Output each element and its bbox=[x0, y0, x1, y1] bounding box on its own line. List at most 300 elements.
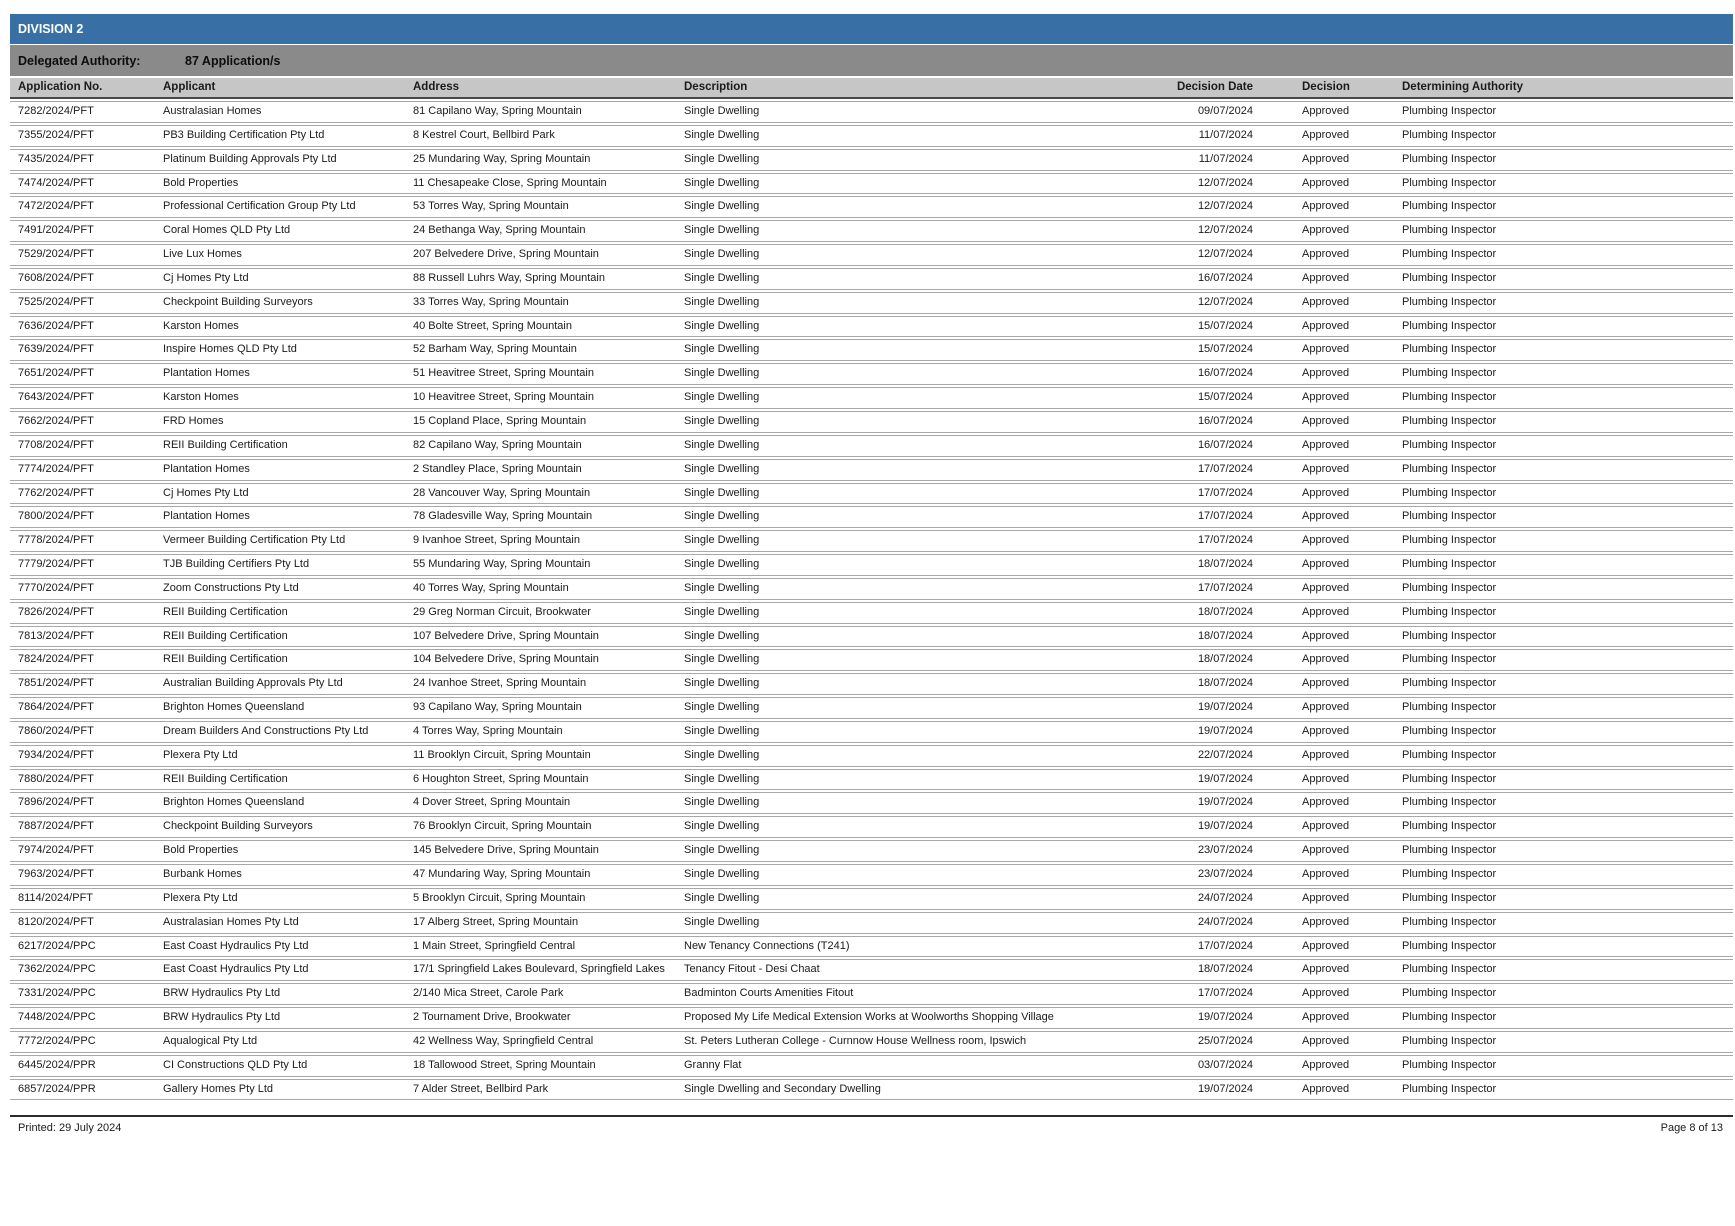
table-cell: Single Dwelling bbox=[684, 292, 1140, 314]
table-row bbox=[10, 459, 1733, 481]
table-row bbox=[10, 1079, 1733, 1101]
table-cell: Approved bbox=[1253, 626, 1402, 648]
table-row bbox=[10, 1031, 1733, 1053]
table-cell: 18/07/2024 bbox=[1140, 602, 1253, 624]
table-row bbox=[10, 840, 1733, 862]
table-row bbox=[10, 697, 1733, 719]
table-cell: Gallery Homes Pty Ltd bbox=[163, 1079, 413, 1101]
table-cell: 17/07/2024 bbox=[1140, 936, 1253, 958]
table-cell: Plumbing Inspector bbox=[1402, 125, 1733, 147]
column-header-3: Address bbox=[413, 78, 684, 99]
table-cell: Vermeer Building Certification Pty Ltd bbox=[163, 530, 413, 552]
table-cell: Approved bbox=[1253, 602, 1402, 624]
table-cell: Single Dwelling bbox=[684, 483, 1140, 505]
table-cell: Single Dwelling bbox=[684, 149, 1140, 171]
table-cell: 42 Wellness Way, Springfield Central bbox=[413, 1031, 684, 1053]
table-cell: 15/07/2024 bbox=[1140, 316, 1253, 338]
table-row bbox=[10, 602, 1733, 624]
table-cell: 7529/2024/PFT bbox=[10, 244, 163, 266]
table-cell: Single Dwelling bbox=[684, 387, 1140, 409]
table-cell: Single Dwelling bbox=[684, 816, 1140, 838]
table-cell: 7772/2024/PPC bbox=[10, 1031, 163, 1053]
table-cell: 7355/2024/PFT bbox=[10, 125, 163, 147]
table-row bbox=[10, 387, 1733, 409]
table-row bbox=[10, 745, 1733, 767]
table-cell: Plumbing Inspector bbox=[1402, 840, 1733, 862]
table-row bbox=[10, 483, 1733, 505]
table-cell: Plumbing Inspector bbox=[1402, 769, 1733, 791]
table-row bbox=[10, 339, 1733, 361]
table-cell: Cj Homes Pty Ltd bbox=[163, 483, 413, 505]
table-cell: Single Dwelling and Secondary Dwelling bbox=[684, 1079, 1140, 1101]
table-cell: Approved bbox=[1253, 196, 1402, 218]
printed-date: Printed: 29 July 2024 bbox=[18, 1122, 122, 1135]
table-cell: TJB Building Certifiers Pty Ltd bbox=[163, 554, 413, 576]
table-cell: East Coast Hydraulics Pty Ltd bbox=[163, 959, 413, 981]
table-cell: 24 Ivanhoe Street, Spring Mountain bbox=[413, 673, 684, 695]
table-cell: Single Dwelling bbox=[684, 268, 1140, 290]
table-cell: CI Constructions QLD Pty Ltd bbox=[163, 1055, 413, 1077]
table-cell: 19/07/2024 bbox=[1140, 792, 1253, 814]
table-row bbox=[10, 173, 1733, 195]
column-header-1: Application No. bbox=[10, 78, 163, 99]
table-cell: Approved bbox=[1253, 673, 1402, 695]
table-cell: Plumbing Inspector bbox=[1402, 602, 1733, 624]
table-row bbox=[10, 292, 1733, 314]
table-cell: Plumbing Inspector bbox=[1402, 912, 1733, 934]
table-cell: Approved bbox=[1253, 816, 1402, 838]
table-cell: Professional Certification Group Pty Ltd bbox=[163, 196, 413, 218]
table-cell: 7860/2024/PFT bbox=[10, 721, 163, 743]
table-cell: 17 Alberg Street, Spring Mountain bbox=[413, 912, 684, 934]
table-cell: 12/07/2024 bbox=[1140, 196, 1253, 218]
table-cell: 19/07/2024 bbox=[1140, 1007, 1253, 1029]
table-cell: Single Dwelling bbox=[684, 459, 1140, 481]
table-row bbox=[10, 125, 1733, 147]
table-cell: 18 Tallowood Street, Spring Mountain bbox=[413, 1055, 684, 1077]
table-cell: Single Dwelling bbox=[684, 173, 1140, 195]
division-header-bar: DIVISION 2 bbox=[10, 14, 1733, 44]
table-cell: REII Building Certification bbox=[163, 649, 413, 671]
table-cell: Approved bbox=[1253, 912, 1402, 934]
table-cell: Single Dwelling bbox=[684, 506, 1140, 528]
table-cell: 4 Dover Street, Spring Mountain bbox=[413, 792, 684, 814]
table-cell: Australian Building Approvals Pty Ltd bbox=[163, 673, 413, 695]
column-header-row bbox=[10, 78, 1733, 99]
table-cell: Approved bbox=[1253, 268, 1402, 290]
table-cell: Single Dwelling bbox=[684, 649, 1140, 671]
table-cell: 40 Torres Way, Spring Mountain bbox=[413, 578, 684, 600]
delegated-authority-bar bbox=[10, 45, 1733, 76]
table-row bbox=[10, 578, 1733, 600]
table-cell: Plumbing Inspector bbox=[1402, 506, 1733, 528]
table-cell: Plumbing Inspector bbox=[1402, 816, 1733, 838]
table-cell: 7934/2024/PFT bbox=[10, 745, 163, 767]
table-cell: Plumbing Inspector bbox=[1402, 244, 1733, 266]
table-cell: Plexera Pty Ltd bbox=[163, 745, 413, 767]
table-cell: Approved bbox=[1253, 745, 1402, 767]
table-cell: Approved bbox=[1253, 769, 1402, 791]
table-cell: 7651/2024/PFT bbox=[10, 363, 163, 385]
table-cell: Single Dwelling bbox=[684, 554, 1140, 576]
table-cell: Approved bbox=[1253, 339, 1402, 361]
table-cell: Plumbing Inspector bbox=[1402, 649, 1733, 671]
table-cell: Platinum Building Approvals Pty Ltd bbox=[163, 149, 413, 171]
table-row bbox=[10, 530, 1733, 552]
table-cell: Plumbing Inspector bbox=[1402, 1055, 1733, 1077]
table-cell: 8120/2024/PFT bbox=[10, 912, 163, 934]
table-cell: Approved bbox=[1253, 1007, 1402, 1029]
table-cell: 17/07/2024 bbox=[1140, 530, 1253, 552]
table-cell: 7762/2024/PFT bbox=[10, 483, 163, 505]
table-cell: Single Dwelling bbox=[684, 769, 1140, 791]
table-cell: REII Building Certification bbox=[163, 435, 413, 457]
table-row bbox=[10, 721, 1733, 743]
table-cell: 11 Brooklyn Circuit, Spring Mountain bbox=[413, 745, 684, 767]
table-cell: Approved bbox=[1253, 459, 1402, 481]
table-cell: 18/07/2024 bbox=[1140, 649, 1253, 671]
table-cell: Approved bbox=[1253, 220, 1402, 242]
table-cell: Plumbing Inspector bbox=[1402, 101, 1733, 123]
table-cell: 104 Belvedere Drive, Spring Mountain bbox=[413, 649, 684, 671]
table-cell: 23/07/2024 bbox=[1140, 864, 1253, 886]
table-cell: Approved bbox=[1253, 721, 1402, 743]
table-cell: Zoom Constructions Pty Ltd bbox=[163, 578, 413, 600]
table-cell: Plumbing Inspector bbox=[1402, 673, 1733, 695]
table-cell: 7887/2024/PFT bbox=[10, 816, 163, 838]
table-cell: Single Dwelling bbox=[684, 792, 1140, 814]
table-cell: 18/07/2024 bbox=[1140, 554, 1253, 576]
table-row bbox=[10, 769, 1733, 791]
table-cell: Approved bbox=[1253, 435, 1402, 457]
table-cell: 16/07/2024 bbox=[1140, 268, 1253, 290]
table-cell: 16/07/2024 bbox=[1140, 363, 1253, 385]
table-cell: 18/07/2024 bbox=[1140, 626, 1253, 648]
table-cell: Approved bbox=[1253, 483, 1402, 505]
table-cell: Approved bbox=[1253, 840, 1402, 862]
column-header-5: Decision Date bbox=[1140, 78, 1253, 99]
table-row bbox=[10, 149, 1733, 171]
table-cell: Tenancy Fitout - Desi Chaat bbox=[684, 959, 1140, 981]
table-row bbox=[10, 316, 1733, 338]
table-cell: 11/07/2024 bbox=[1140, 149, 1253, 171]
table-cell: 6 Houghton Street, Spring Mountain bbox=[413, 769, 684, 791]
table-cell: 16/07/2024 bbox=[1140, 411, 1253, 433]
table-row bbox=[10, 936, 1733, 958]
table-cell: 16/07/2024 bbox=[1140, 435, 1253, 457]
table-cell: Karston Homes bbox=[163, 387, 413, 409]
table-cell: Plumbing Inspector bbox=[1402, 864, 1733, 886]
table-cell: Plumbing Inspector bbox=[1402, 530, 1733, 552]
table-cell: Approved bbox=[1253, 387, 1402, 409]
table-row bbox=[10, 626, 1733, 648]
table-cell: Single Dwelling bbox=[684, 602, 1140, 624]
table-cell: Brighton Homes Queensland bbox=[163, 697, 413, 719]
table-cell: Badminton Courts Amenities Fitout bbox=[684, 983, 1140, 1005]
table-cell: Approved bbox=[1253, 173, 1402, 195]
table-cell: Single Dwelling bbox=[684, 101, 1140, 123]
table-cell: 25/07/2024 bbox=[1140, 1031, 1253, 1053]
table-cell: PB3 Building Certification Pty Ltd bbox=[163, 125, 413, 147]
table-cell: Approved bbox=[1253, 649, 1402, 671]
table-cell: 24 Bethanga Way, Spring Mountain bbox=[413, 220, 684, 242]
table-cell: St. Peters Lutheran College - Curnnow House Wellness room, Ipswich bbox=[684, 1031, 1140, 1053]
table-cell: REII Building Certification bbox=[163, 769, 413, 791]
table-cell: Plumbing Inspector bbox=[1402, 339, 1733, 361]
table-cell: Single Dwelling bbox=[684, 626, 1140, 648]
table-cell: Cj Homes Pty Ltd bbox=[163, 268, 413, 290]
table-cell: Bold Properties bbox=[163, 173, 413, 195]
table-cell: 81 Capilano Way, Spring Mountain bbox=[413, 101, 684, 123]
table-cell: Plumbing Inspector bbox=[1402, 1031, 1733, 1053]
table-row bbox=[10, 220, 1733, 242]
table-row bbox=[10, 983, 1733, 1005]
table-cell: Single Dwelling bbox=[684, 721, 1140, 743]
table-cell: 7662/2024/PFT bbox=[10, 411, 163, 433]
table-cell: 12/07/2024 bbox=[1140, 220, 1253, 242]
table-cell: 28 Vancouver Way, Spring Mountain bbox=[413, 483, 684, 505]
table-cell: Approved bbox=[1253, 316, 1402, 338]
table-row bbox=[10, 959, 1733, 981]
table-cell: Plumbing Inspector bbox=[1402, 626, 1733, 648]
page-footer bbox=[10, 1115, 1733, 1134]
table-cell: Plumbing Inspector bbox=[1402, 936, 1733, 958]
table-cell: Plumbing Inspector bbox=[1402, 316, 1733, 338]
table-cell: Single Dwelling bbox=[684, 673, 1140, 695]
table-cell: 7491/2024/PFT bbox=[10, 220, 163, 242]
table-cell: Single Dwelling bbox=[684, 316, 1140, 338]
table-cell: Single Dwelling bbox=[684, 578, 1140, 600]
table-cell: Australasian Homes Pty Ltd bbox=[163, 912, 413, 934]
table-cell: Approved bbox=[1253, 244, 1402, 266]
table-cell: 8 Kestrel Court, Bellbird Park bbox=[413, 125, 684, 147]
table-cell: 25 Mundaring Way, Spring Mountain bbox=[413, 149, 684, 171]
table-cell: Single Dwelling bbox=[684, 339, 1140, 361]
table-cell: Inspire Homes QLD Pty Ltd bbox=[163, 339, 413, 361]
table-cell: Plumbing Inspector bbox=[1402, 1079, 1733, 1101]
table-cell: 18/07/2024 bbox=[1140, 959, 1253, 981]
table-cell: 10 Heavitree Street, Spring Mountain bbox=[413, 387, 684, 409]
table-cell: 5 Brooklyn Circuit, Spring Mountain bbox=[413, 888, 684, 910]
table-cell: 09/07/2024 bbox=[1140, 101, 1253, 123]
table-cell: Plumbing Inspector bbox=[1402, 721, 1733, 743]
table-cell: Single Dwelling bbox=[684, 912, 1140, 934]
table-cell: 23/07/2024 bbox=[1140, 840, 1253, 862]
table-cell: 19/07/2024 bbox=[1140, 816, 1253, 838]
table-row bbox=[10, 673, 1733, 695]
table-row bbox=[10, 888, 1733, 910]
table-cell: Approved bbox=[1253, 411, 1402, 433]
table-cell: Plumbing Inspector bbox=[1402, 983, 1733, 1005]
table-cell: 7474/2024/PFT bbox=[10, 173, 163, 195]
table-cell: Single Dwelling bbox=[684, 196, 1140, 218]
table-cell: 19/07/2024 bbox=[1140, 769, 1253, 791]
table-cell: Dream Builders And Constructions Pty Ltd bbox=[163, 721, 413, 743]
table-cell: 7880/2024/PFT bbox=[10, 769, 163, 791]
table-row bbox=[10, 792, 1733, 814]
table-cell: BRW Hydraulics Pty Ltd bbox=[163, 983, 413, 1005]
table-cell: Approved bbox=[1253, 983, 1402, 1005]
table-cell: BRW Hydraulics Pty Ltd bbox=[163, 1007, 413, 1029]
table-cell: Plumbing Inspector bbox=[1402, 578, 1733, 600]
table-cell: 19/07/2024 bbox=[1140, 1079, 1253, 1101]
table-cell: 7778/2024/PFT bbox=[10, 530, 163, 552]
table-cell: Aqualogical Pty Ltd bbox=[163, 1031, 413, 1053]
table-cell: Single Dwelling bbox=[684, 530, 1140, 552]
table-cell: 6857/2024/PPR bbox=[10, 1079, 163, 1101]
table-cell: 22/07/2024 bbox=[1140, 745, 1253, 767]
table-cell: REII Building Certification bbox=[163, 602, 413, 624]
table-cell: 8114/2024/PFT bbox=[10, 888, 163, 910]
table-row bbox=[10, 1055, 1733, 1077]
table-row bbox=[10, 196, 1733, 218]
table-cell: Single Dwelling bbox=[684, 363, 1140, 385]
table-row bbox=[10, 816, 1733, 838]
table-row bbox=[10, 1007, 1733, 1029]
table-cell: Single Dwelling bbox=[684, 697, 1140, 719]
table-cell: 82 Capilano Way, Spring Mountain bbox=[413, 435, 684, 457]
column-header-2: Applicant bbox=[163, 78, 413, 99]
table-cell: 17/07/2024 bbox=[1140, 983, 1253, 1005]
table-cell: 4 Torres Way, Spring Mountain bbox=[413, 721, 684, 743]
table-cell: Bold Properties bbox=[163, 840, 413, 862]
table-cell: 15/07/2024 bbox=[1140, 387, 1253, 409]
table-cell: 17/1 Springfield Lakes Boulevard, Springfield Lakes bbox=[413, 959, 684, 981]
table-row bbox=[10, 554, 1733, 576]
table-cell: Approved bbox=[1253, 149, 1402, 171]
table-cell: Plumbing Inspector bbox=[1402, 792, 1733, 814]
table-cell: 19/07/2024 bbox=[1140, 721, 1253, 743]
table-cell: 7826/2024/PFT bbox=[10, 602, 163, 624]
table-cell: 15 Copland Place, Spring Mountain bbox=[413, 411, 684, 433]
table-cell: 7 Alder Street, Bellbird Park bbox=[413, 1079, 684, 1101]
table-cell: Plumbing Inspector bbox=[1402, 387, 1733, 409]
table-cell: East Coast Hydraulics Pty Ltd bbox=[163, 936, 413, 958]
table-cell: 7779/2024/PFT bbox=[10, 554, 163, 576]
table-cell: Approved bbox=[1253, 959, 1402, 981]
table-cell: Approved bbox=[1253, 125, 1402, 147]
table-cell: Plumbing Inspector bbox=[1402, 888, 1733, 910]
table-cell: Brighton Homes Queensland bbox=[163, 792, 413, 814]
table-cell: 17/07/2024 bbox=[1140, 506, 1253, 528]
table-cell: 78 Gladesville Way, Spring Mountain bbox=[413, 506, 684, 528]
table-cell: 18/07/2024 bbox=[1140, 673, 1253, 695]
table-cell: 7851/2024/PFT bbox=[10, 673, 163, 695]
table-cell: Approved bbox=[1253, 1079, 1402, 1101]
table-cell: 7896/2024/PFT bbox=[10, 792, 163, 814]
table-cell: 17/07/2024 bbox=[1140, 459, 1253, 481]
table-cell: Plumbing Inspector bbox=[1402, 1007, 1733, 1029]
table-cell: Plumbing Inspector bbox=[1402, 697, 1733, 719]
table-cell: Checkpoint Building Surveyors bbox=[163, 292, 413, 314]
table-cell: Single Dwelling bbox=[684, 840, 1140, 862]
report-page bbox=[10, 14, 1733, 1134]
table-cell: Plumbing Inspector bbox=[1402, 173, 1733, 195]
table-cell: Burbank Homes bbox=[163, 864, 413, 886]
table-cell: Single Dwelling bbox=[684, 411, 1140, 433]
table-cell: Approved bbox=[1253, 578, 1402, 600]
table-cell: Plumbing Inspector bbox=[1402, 745, 1733, 767]
table-cell: Approved bbox=[1253, 506, 1402, 528]
table-cell: Granny Flat bbox=[684, 1055, 1140, 1077]
table-cell: Checkpoint Building Surveyors bbox=[163, 816, 413, 838]
table-cell: 7770/2024/PFT bbox=[10, 578, 163, 600]
table-cell: 93 Capilano Way, Spring Mountain bbox=[413, 697, 684, 719]
table-cell: Single Dwelling bbox=[684, 435, 1140, 457]
table-cell: Single Dwelling bbox=[684, 125, 1140, 147]
table-cell: 15/07/2024 bbox=[1140, 339, 1253, 361]
table-row bbox=[10, 912, 1733, 934]
table-cell: Plumbing Inspector bbox=[1402, 149, 1733, 171]
table-cell: Single Dwelling bbox=[684, 244, 1140, 266]
table-cell: 6217/2024/PPC bbox=[10, 936, 163, 958]
table-cell: 7963/2024/PFT bbox=[10, 864, 163, 886]
table-cell: 7864/2024/PFT bbox=[10, 697, 163, 719]
table-cell: 33 Torres Way, Spring Mountain bbox=[413, 292, 684, 314]
table-cell: Approved bbox=[1253, 1031, 1402, 1053]
table-cell: 19/07/2024 bbox=[1140, 697, 1253, 719]
table-cell: Coral Homes QLD Pty Ltd bbox=[163, 220, 413, 242]
table-cell: 7472/2024/PFT bbox=[10, 196, 163, 218]
table-cell: Plumbing Inspector bbox=[1402, 483, 1733, 505]
table-cell: Single Dwelling bbox=[684, 864, 1140, 886]
table-cell: Plumbing Inspector bbox=[1402, 411, 1733, 433]
table-cell: 03/07/2024 bbox=[1140, 1055, 1253, 1077]
table-cell: 12/07/2024 bbox=[1140, 244, 1253, 266]
table-cell: 107 Belvedere Drive, Spring Mountain bbox=[413, 626, 684, 648]
table-cell: Approved bbox=[1253, 936, 1402, 958]
table-cell: Australasian Homes bbox=[163, 101, 413, 123]
table-cell: 51 Heavitree Street, Spring Mountain bbox=[413, 363, 684, 385]
table-cell: REII Building Certification bbox=[163, 626, 413, 648]
table-cell: 9 Ivanhoe Street, Spring Mountain bbox=[413, 530, 684, 552]
page-number: Page 8 of 13 bbox=[1660, 1122, 1723, 1135]
table-cell: 12/07/2024 bbox=[1140, 173, 1253, 195]
table-cell: 2 Tournament Drive, Brookwater bbox=[413, 1007, 684, 1029]
table-cell: 6445/2024/PPR bbox=[10, 1055, 163, 1077]
table-cell: 24/07/2024 bbox=[1140, 888, 1253, 910]
table-cell: Plumbing Inspector bbox=[1402, 959, 1733, 981]
table-cell: Plumbing Inspector bbox=[1402, 363, 1733, 385]
table-cell: Approved bbox=[1253, 864, 1402, 886]
table-cell: Approved bbox=[1253, 530, 1402, 552]
table-cell: Plantation Homes bbox=[163, 506, 413, 528]
table-cell: 76 Brooklyn Circuit, Spring Mountain bbox=[413, 816, 684, 838]
table-cell: 47 Mundaring Way, Spring Mountain bbox=[413, 864, 684, 886]
table-cell: 7639/2024/PFT bbox=[10, 339, 163, 361]
table-cell: 7608/2024/PFT bbox=[10, 268, 163, 290]
table-cell: Plantation Homes bbox=[163, 459, 413, 481]
table-cell: 7708/2024/PFT bbox=[10, 435, 163, 457]
table-cell: 24/07/2024 bbox=[1140, 912, 1253, 934]
table-cell: 11/07/2024 bbox=[1140, 125, 1253, 147]
table-cell: Plumbing Inspector bbox=[1402, 196, 1733, 218]
table-row bbox=[10, 244, 1733, 266]
table-cell: 40 Bolte Street, Spring Mountain bbox=[413, 316, 684, 338]
table-cell: Approved bbox=[1253, 554, 1402, 576]
table-cell: 7282/2024/PFT bbox=[10, 101, 163, 123]
table-cell: Single Dwelling bbox=[684, 888, 1140, 910]
table-cell: 7774/2024/PFT bbox=[10, 459, 163, 481]
table-cell: 207 Belvedere Drive, Spring Mountain bbox=[413, 244, 684, 266]
table-cell: Plumbing Inspector bbox=[1402, 268, 1733, 290]
table-cell: 145 Belvedere Drive, Spring Mountain bbox=[413, 840, 684, 862]
table-cell: 53 Torres Way, Spring Mountain bbox=[413, 196, 684, 218]
table-cell: Plumbing Inspector bbox=[1402, 220, 1733, 242]
table-row bbox=[10, 864, 1733, 886]
table-cell: 7643/2024/PFT bbox=[10, 387, 163, 409]
table-cell: 7435/2024/PFT bbox=[10, 149, 163, 171]
